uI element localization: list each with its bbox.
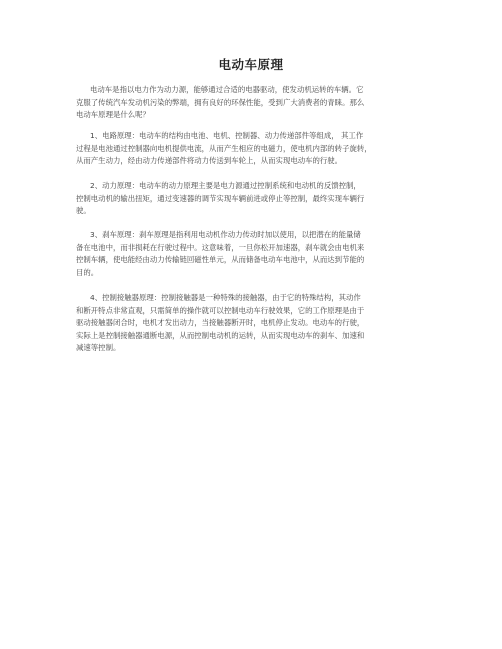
paragraph-line: 驶。 xyxy=(76,206,91,215)
brake-principle-paragraph xyxy=(76,229,432,279)
paragraph-line: 目的。 xyxy=(76,267,99,277)
paragraph-line: 控制电动机的输出扭矩，通过变速器的调节实现车辆前进或停止等控制，最终实现车辆行 xyxy=(76,193,365,203)
paragraph-line: 实际上是控制接触器通断电源，从而控制电动机的运转，从而实现电动车的刹车、加速和 xyxy=(76,330,365,340)
paragraph-line: 电动车原理是什么呢？ xyxy=(76,110,150,119)
paragraph-line: 减速等控制。 xyxy=(76,343,121,352)
circuit-principle-paragraph xyxy=(76,130,432,168)
paragraph-line: 克服了传统汽车发动机污染的弊端，拥有良好的环保性能，受到广大消费者的青睐。那么 xyxy=(76,97,365,107)
paragraph-line: 控制车辆，使电能经由动力传输链回磁性单元，从而储备电动车电池中，从而达到节能的 xyxy=(76,255,365,264)
paragraph-line: 2、动力原理：电动车的动力原理主要是电力源通过控制系统和电动机的反馈控制， xyxy=(90,181,361,190)
paragraph-line: 电动车是指以电力作为动力源，能够通过合适的电器驱动，使发动机运转的车辆。它 xyxy=(90,85,364,94)
paragraph-line: 3、刹车原理：刹车原理是指利用电动机作动力传动时加以使用，以把潜在的能量储 xyxy=(90,230,361,239)
paragraph-line: 过程是电池通过控制器向电机提供电流，从而产生相应的电磁力，使电机内部的转子旋转， xyxy=(76,143,372,153)
paragraph-line: 备在电池中，而非损耗在行驶过程中。这意味着，一旦你松开加速器，刹车就会由电机来 xyxy=(76,242,365,252)
paragraph-line: 4、控制接触器原理：控制接触器是一种特殊的接触器，由于它的特殊结构，其动作 xyxy=(90,293,361,302)
intro-paragraph xyxy=(76,84,432,122)
power-principle-paragraph xyxy=(76,180,432,218)
paragraph-line: 和断开特点非常直观，只需简单的操作就可以控制电动车行驶效果，它的工作原理是由于 xyxy=(76,305,365,315)
document-title: 电动车原理 xyxy=(218,57,284,72)
paragraph-line: 驱动接触器闭合时，电机才发出动力，当接触器断开时，电机停止发动。电动车的行驶， xyxy=(76,318,365,327)
paragraph-line: 1、电路原理：电动车的结构由电池、电机、控制器、动力传递部件等组成， 其工作 xyxy=(90,131,364,140)
paragraph-line: 从而产生动力，经由动力传递部件将动力传送到车轮上，从而实现电动车的行驶。 xyxy=(76,156,343,165)
contactor-principle-paragraph xyxy=(76,292,432,355)
